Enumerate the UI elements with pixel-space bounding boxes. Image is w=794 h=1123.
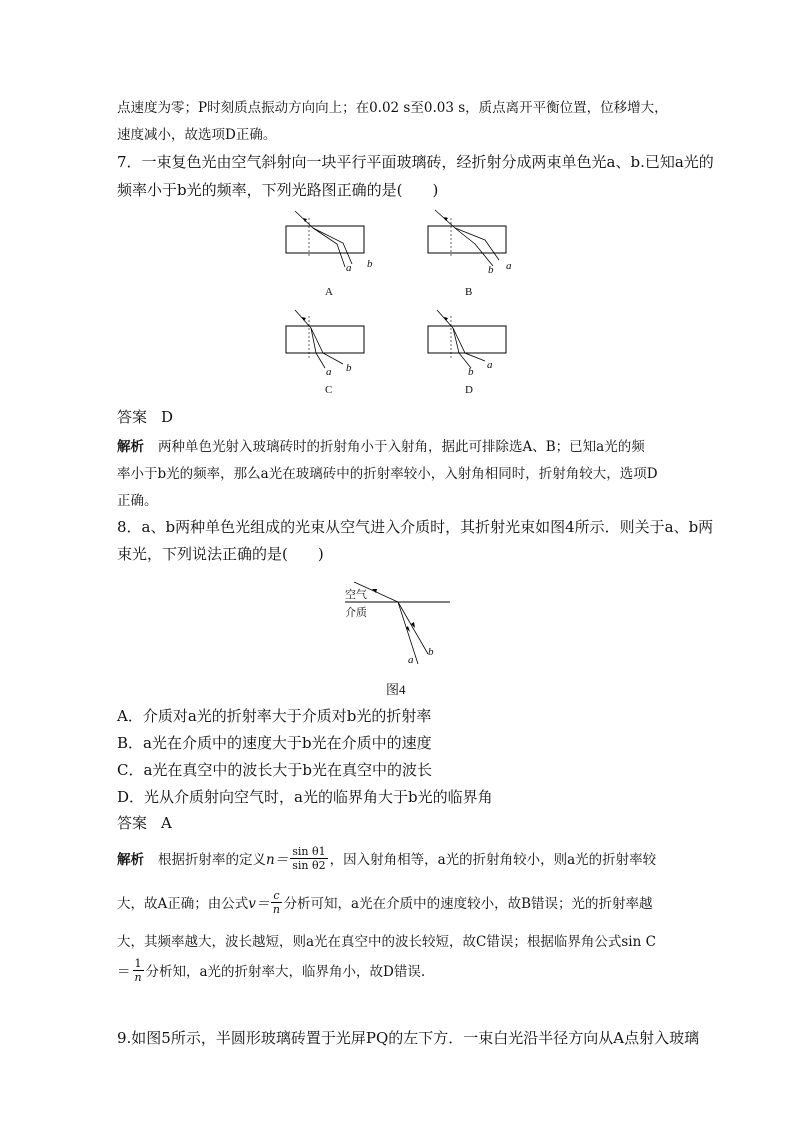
q7-figure-b <box>427 208 517 288</box>
q8-fig-label-b: b <box>428 646 434 658</box>
q8-analysis-label: 解析 <box>117 852 144 868</box>
q7-figure-a <box>285 208 375 288</box>
q8-analysis-line-1: 解析 根据折射率的定义 n＝ sin θ1 sin θ2 ，因入射角相等，a光的折射角较小，则a光的折射率较 <box>117 844 657 872</box>
prev-analysis-line-2: 速度减小，故选项D正确。 <box>117 127 277 143</box>
q7-answer-value: D <box>161 408 174 426</box>
fraction-speed: c n <box>272 888 281 916</box>
fraction-refraction-index: sin θ1 sin θ2 <box>292 844 326 872</box>
q8-figure-caption: 图4 <box>386 682 406 697</box>
q7-figD-label-b: b <box>468 366 474 378</box>
q8-answer-label: 答案 <box>117 814 148 832</box>
q7-figA-label-b: b <box>367 258 373 270</box>
q7-figA-label-a: a <box>346 262 352 274</box>
q8-fig-label-a: a <box>408 654 414 666</box>
q8-analysis-line-3: 大，其频率越大，波长越短，则a光在真空中的波长较短，故C错误；根据临界角公式sin C <box>117 934 656 950</box>
q7-answer <box>117 406 173 427</box>
q8-answer-value: A <box>161 814 172 832</box>
q7-figB-label-b: b <box>488 264 494 276</box>
q7-figD-label-a: a <box>487 359 493 371</box>
fraction-critical-angle: 1 n <box>134 956 142 984</box>
q7-analysis-line-3: 正确。 <box>117 493 158 509</box>
q8-option-D: D．光从介质射向空气时，a光的临界角大于b光的临界角 <box>117 788 493 806</box>
q7-option-B-label: B <box>465 286 473 298</box>
q7-figC-label-b: b <box>346 362 352 374</box>
q7-stem-line-1: 7．一束复色光由空气斜射向一块平行平面玻璃砖，经折射分成两束单色光a、b.已知a光的 <box>117 153 714 171</box>
q7-figB-label-a: a <box>506 260 512 272</box>
q8-analysis-line-4: ＝ 1 n 分析知，a光的折射率大，临界角小，故D错误. <box>117 956 426 984</box>
q8-fig-label-medium: 介质 <box>345 606 367 619</box>
q9-stem-line-1: 9.如图5所示，半圆形玻璃砖置于光屏PQ的左下方．一束白光沿半径方向从A点射入玻璃 <box>117 1029 700 1047</box>
q7-option-A-label: A <box>325 286 333 298</box>
prev-analysis-line-1: 点速度为零；P时刻质点振动方向向上；在0.02 s至0.03 s，质点离开平衡位置，位移增大， <box>117 100 668 116</box>
q8-answer <box>117 812 172 833</box>
q8-option-A: A．介质对a光的折射率大于介质对b光的折射率 <box>117 707 432 725</box>
q8-option-B: B．a光在介质中的速度大于b光在介质中的速度 <box>117 734 432 752</box>
q8-option-C: C．a光在真空中的波长大于b光在真空中的波长 <box>117 761 433 779</box>
q8-stem-line-1: 8．a、b两种单色光组成的光束从空气进入介质时，其折射光束如图4所示．则关于a、b两 <box>117 518 714 536</box>
q7-stem-line-2: 频率小于b光的频率，下列光路图正确的是( ) <box>117 181 439 199</box>
q7-answer-label: 答案 <box>117 408 148 426</box>
q7-analysis-label: 解析 <box>117 439 144 455</box>
q7-figC-label-a: a <box>326 366 332 378</box>
q7-option-D-label: D <box>465 384 473 396</box>
q8-fig-label-air: 空气 <box>345 588 367 601</box>
q7-analysis-line-2: 率小于b光的频率，那么a光在玻璃砖中的折射率较小，入射角相同时，折射角较大，选项D <box>117 466 658 482</box>
q8-analysis-line-2: 大，故A正确；由公式 v＝ c n 分析可知，a光在介质中的速度较小，故B错误；光的折射率越 <box>117 888 653 916</box>
q7-analysis-line-1: 解析 两种单色光射入玻璃砖时的折射角小于入射角，据此可排除选A、B；已知a光的频 <box>117 439 645 455</box>
q8-stem-line-2: 束光，下列说法正确的是( ) <box>117 545 324 563</box>
q7-option-C-label: C <box>325 384 333 396</box>
